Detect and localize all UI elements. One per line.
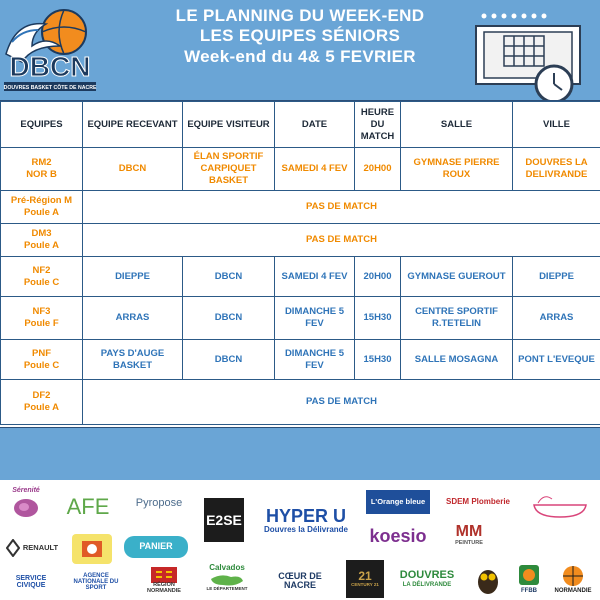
header-salle: SALLE <box>401 102 513 148</box>
team-cell: NF3 Poule F <box>1 297 83 340</box>
planning-table-container <box>0 100 600 428</box>
table-row <box>1 224 600 257</box>
sponsor-owl-logo <box>472 564 504 596</box>
time-cell: 20H00 <box>355 257 401 297</box>
hall-cell: SALLE MOSAGNA <box>401 340 513 380</box>
sponsor-serenite-logo: Sérenité <box>6 484 46 524</box>
svg-text:DBCN: DBCN <box>9 51 91 82</box>
sponsors-banner <box>0 480 600 600</box>
no-match-cell: PAS DE MATCH <box>83 224 600 257</box>
sponsor-hyperu-logo: HYPER U Douvres la Délivrande <box>263 506 349 535</box>
date-cell: DIMANCHE 5 FEV <box>275 297 355 340</box>
sponsor-afe-logo: AFE <box>66 494 110 520</box>
date-cell: DIMANCHE 5 FEV <box>275 340 355 380</box>
away-team-cell: DBCN <box>183 340 275 380</box>
flower-icon <box>12 495 40 521</box>
date-cell: SAMEDI 4 FEV <box>275 257 355 297</box>
calvados-map-icon <box>209 573 245 587</box>
city-cell: DOUVRES LA DELIVRANDE <box>513 148 600 191</box>
sponsor-vb-logo <box>72 534 112 564</box>
ffbb-badge-icon <box>516 562 542 588</box>
dbcn-logo <box>2 2 98 98</box>
sponsor-region-normandie-logo: RÉGION NORMANDIE <box>136 564 192 598</box>
away-team-cell: DBCN <box>183 297 275 340</box>
sponsor-pyropose-logo: Pyropose <box>135 497 183 510</box>
normandy-flag-icon <box>151 567 177 583</box>
sponsor-bain-logo <box>526 490 594 520</box>
no-match-cell: PAS DE MATCH <box>83 380 600 425</box>
sponsor-service-civique-logo: SERVICE CIVIQUE <box>15 574 47 589</box>
basketball-icon <box>559 564 587 588</box>
header-ville: VILLE <box>513 102 600 148</box>
home-team-cell: PAYS D'AUGE BASKET <box>83 340 183 380</box>
city-cell: DIEPPE <box>513 257 600 297</box>
sponsor-orange-bleue-logo: L'Orange bleue <box>366 490 430 514</box>
hall-cell: CENTRE SPORTIF R.TETELIN <box>401 297 513 340</box>
header <box>0 0 600 100</box>
sponsor-mm-logo: MM PEINTURE <box>455 522 483 546</box>
table-row <box>1 340 600 380</box>
header-equipe-visiteur: EQUIPE VISITEUR <box>183 102 275 148</box>
sponsor-sdem-logo: SDEM Plomberie <box>445 496 510 506</box>
title-line-1: LE PLANNING DU WEEK-END <box>175 6 425 25</box>
table-row <box>1 257 600 297</box>
city-cell: PONT L'EVEQUE <box>513 340 600 380</box>
sponsor-normandie-basket-logo: NORMANDIE <box>548 560 598 598</box>
title-line-2: LES EQUIPES SÉNIORS <box>199 26 401 45</box>
sponsor-douvres-logo: DOUVRES LA DÉLIVRANDE <box>399 569 455 588</box>
time-cell: 15H30 <box>355 340 401 380</box>
sponsor-calvados-logo: Calvados LE DÉPARTEMENT <box>206 563 248 591</box>
header-heure: HEURE DU MATCH <box>355 102 401 148</box>
time-cell: 20H00 <box>355 148 401 191</box>
calendar-clock-icon <box>474 6 594 106</box>
svg-text:DOUVRES BASKET CÔTE DE NACRE: DOUVRES BASKET CÔTE DE NACRE <box>3 85 97 91</box>
city-cell: ARRAS <box>513 297 600 340</box>
table-header-row <box>1 102 600 148</box>
renault-diamond-icon <box>6 539 20 557</box>
team-cell: PNF Poule C <box>1 340 83 380</box>
owl-icon <box>475 565 501 595</box>
header-equipe-recevant: EQUIPE RECEVANT <box>83 102 183 148</box>
home-team-cell: DIEPPE <box>83 257 183 297</box>
sponsor-ans-logo: AGENCE NATIONALE DU SPORT <box>73 572 119 592</box>
sponsor-century21-logo: 21 CENTURY 21 <box>346 560 384 598</box>
title-line-3: Week-end du 4& 5 FEVRIER <box>184 47 416 66</box>
no-match-cell: PAS DE MATCH <box>83 191 600 224</box>
planning-table <box>0 101 600 425</box>
team-cell: DF2 Poule A <box>1 380 83 425</box>
team-cell: Pré-Région M Poule A <box>1 191 83 224</box>
vb-badge-icon <box>80 539 104 559</box>
header-date: DATE <box>275 102 355 148</box>
bathtub-icon <box>530 491 590 519</box>
sponsor-e2se-logo: E2SE <box>204 498 244 542</box>
page-title <box>110 6 490 68</box>
hall-cell: GYMNASE PIERRE ROUX <box>401 148 513 191</box>
team-cell: RM2 NOR B <box>1 148 83 191</box>
table-row <box>1 297 600 340</box>
hall-cell: GYMNASE GUEROUT <box>401 257 513 297</box>
home-team-cell: DBCN <box>83 148 183 191</box>
team-cell: NF2 Poule C <box>1 257 83 297</box>
header-equipes: EQUIPES <box>1 102 83 148</box>
sponsor-ffbb-logo: FFBB <box>512 558 546 598</box>
date-cell: SAMEDI 4 FEV <box>275 148 355 191</box>
sponsor-renault-logo: RENAULT <box>4 536 60 560</box>
sponsor-koesio-logo: koesio <box>369 525 427 546</box>
team-cell: DM3 Poule A <box>1 224 83 257</box>
sponsor-c2n-logo: CŒUR DE NACRE <box>278 570 322 590</box>
away-team-cell: DBCN <box>183 257 275 297</box>
table-row <box>1 191 600 224</box>
away-team-cell: ÉLAN SPORTIF CARPIQUET BASKET <box>183 148 275 191</box>
home-team-cell: ARRAS <box>83 297 183 340</box>
table-row <box>1 380 600 425</box>
sponsor-panier-logo: PANIER <box>124 536 188 558</box>
table-row <box>1 148 600 191</box>
time-cell: 15H30 <box>355 297 401 340</box>
